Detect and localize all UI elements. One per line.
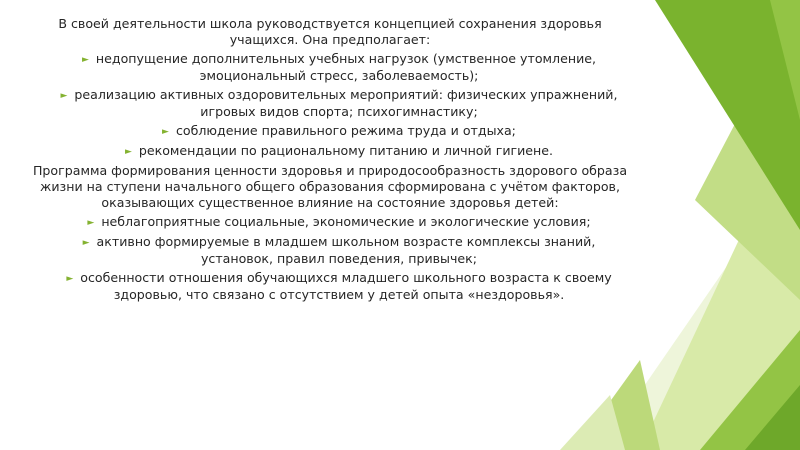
- list-item: [30, 87, 630, 120]
- list-item: [30, 51, 630, 84]
- factors-bullet-list: [30, 214, 630, 303]
- triangle-right-icon: ►: [66, 274, 74, 284]
- intro-paragraph: В своей деятельности школа руководствуется концепцией сохранения здоровья учащихся. Она предполагает:: [58, 16, 602, 47]
- triangle-right-icon: ►: [60, 91, 68, 101]
- list-item-text: неблагоприятные социальные, экономические и экологические условия;: [101, 214, 591, 229]
- list-item-text: активно формируемые в младшем школьном возрасте комплексы знаний, установок, правил поведения, привычек;: [96, 234, 596, 266]
- list-item-text: особенности отношения обучающихся младшего школьного возраста к своему здоровью, что связано с отсутствием у детей опыта «нездоровья».: [80, 270, 612, 302]
- list-item-text: недопущение дополнительных учебных нагрузок (умственное утомление, эмоциональный стресс, заболеваемость);: [95, 51, 597, 83]
- list-item-text: соблюдение правильного режима труда и отдыха;: [175, 123, 516, 138]
- list-item: [30, 123, 630, 140]
- triangle-right-icon: ►: [82, 238, 90, 248]
- triangle-right-icon: ►: [124, 147, 132, 157]
- list-item: [30, 234, 630, 267]
- list-item: [30, 143, 630, 160]
- concept-bullet-list: [30, 51, 630, 160]
- slide-text-body: [30, 16, 630, 306]
- list-item: [30, 214, 630, 231]
- triangle-right-icon: ►: [81, 55, 89, 65]
- list-item: [30, 270, 630, 303]
- program-paragraph: Программа формирования ценности здоровья и природосообразность здорового образа жизни на ступени начального общего образования сформирована с учётом факторов, оказывающих существенное влияние на состояние здоровья детей:: [32, 163, 628, 210]
- triangle-right-icon: ►: [87, 218, 95, 228]
- list-item-text: рекомендации по рациональному питанию и личной гигиене.: [138, 143, 554, 158]
- list-item-text: реализацию активных оздоровительных мероприятий: физических упражнений, игровых видов спорта; психогимнастику;: [74, 87, 618, 119]
- triangle-right-icon: ►: [162, 127, 169, 137]
